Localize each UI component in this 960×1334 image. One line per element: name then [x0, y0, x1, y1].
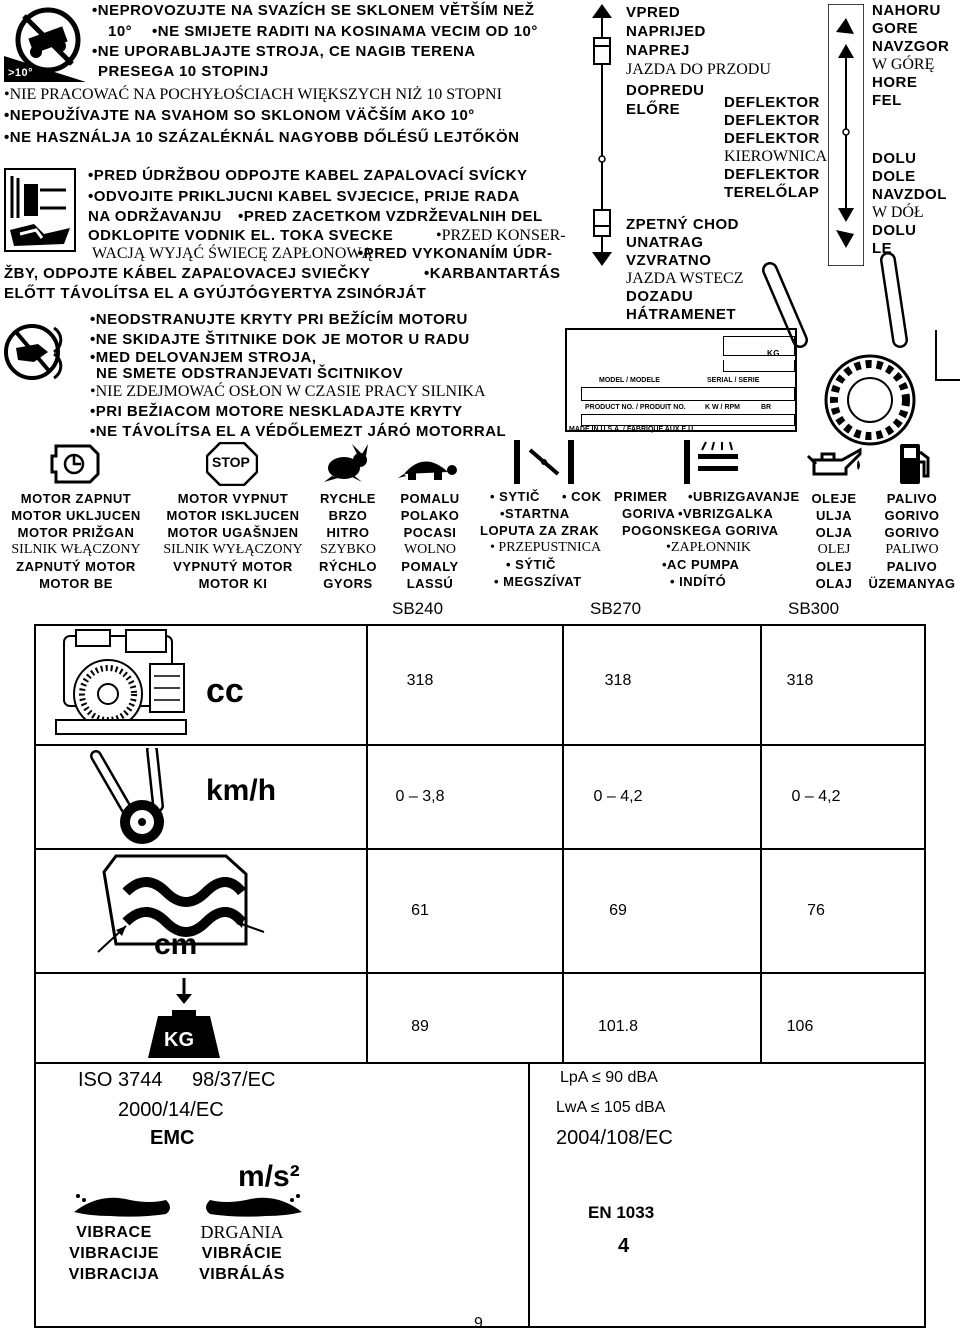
vibration-label: VIBRÁLÁS: [199, 1266, 285, 1283]
primer-label: •VBRIZGALKA: [678, 506, 774, 521]
motor-off-label: MOTOR ISKLJUCEN: [166, 508, 300, 523]
warning-line: •NE TÁVOLÍTSA EL A VÉDŐLEMEZT JÁRÓ MOTORRAL: [90, 423, 507, 440]
warning-line: •NIE ZDEJMOWAĆ OSŁON W CZASIE PRACY SILNIKA: [90, 383, 486, 400]
motor-on-label: MOTOR UKLJUCEN: [11, 508, 141, 523]
down-label: DOLU: [872, 150, 917, 167]
oil-can-icon: [806, 444, 862, 484]
fast-label: HITRO: [326, 525, 370, 540]
down-label: NAVZDOL: [872, 186, 947, 203]
oil-label: ULJA: [816, 508, 852, 523]
up-label: FEL: [872, 92, 902, 109]
reverse-label: HÁTRAMENET: [626, 306, 736, 323]
vibration-value: 4: [618, 1235, 630, 1257]
primer-label: PRIMER: [614, 489, 668, 504]
left-hand-vibration-icon: [70, 1190, 180, 1220]
warning-line: •NEPOUŽÍVAJTE NA SVAHOM SO SKLONOM VÄČŠÍM AKO 10°: [4, 107, 475, 124]
kg-label: KG: [164, 1029, 194, 1051]
forward-label: NAPREJ: [626, 42, 690, 59]
slope-icon: [4, 4, 86, 82]
choke-label: • SÝTIČ: [506, 557, 556, 572]
warning-line: ŽBY, ODPOJTE KÁBEL ZAPAĽOVACEJ SVIEČKY: [4, 265, 371, 282]
motor-off-label: MOTOR KI: [198, 576, 268, 591]
fast-label: BRZO: [328, 508, 368, 523]
forward-label: NAPRIJED: [626, 23, 706, 40]
en-standard: EN 1033: [588, 1203, 655, 1222]
travel-arrow-icon: [588, 4, 616, 266]
warning-line: •NE SMIJETE RADITI NA KOSINAMA VECIM OD 10°: [152, 23, 538, 40]
cm-label: cm: [154, 928, 198, 961]
fast-label: SZYBKO: [319, 542, 376, 557]
up-label: HORE: [872, 74, 918, 91]
speed-value: 0 – 4,2: [791, 788, 841, 805]
primer-label: •UBRIZGAVANJE: [688, 489, 800, 504]
turtle-icon: [398, 450, 460, 484]
warning-line: •MED DELOVANJEM STROJA,: [90, 349, 317, 366]
reverse-label: DOZADU: [626, 288, 694, 305]
stop-text: STOP: [212, 454, 250, 470]
vibration-label: VIBRACIJA: [68, 1266, 160, 1283]
slow-label: WOLNO: [403, 542, 457, 557]
deflector-label: DEFLEKTOR: [724, 130, 820, 147]
width-value: 61: [411, 902, 429, 919]
warning-line: PRESEGA 10 STOPINJ: [98, 63, 269, 80]
fast-label: RÝCHLO: [319, 559, 377, 574]
deflector-label: TERELŐLAP: [724, 184, 820, 201]
up-label: NAVZGOR: [872, 38, 950, 55]
weight-value: 89: [411, 1018, 429, 1035]
deflector-label: KIEROWNICA: [724, 148, 828, 165]
forward-label: DOPREDU: [626, 82, 705, 99]
vibration-labels-right: [184, 1222, 300, 1285]
warning-line: •PRED ZACETKOM VZDRŽEVALNIH DEL: [238, 208, 543, 225]
primer-icon: [682, 440, 746, 484]
motor-off-label: MOTOR VYPNUT: [177, 491, 289, 506]
chute-arrow-icon: [828, 4, 864, 266]
motor-off-label: SILNIK WYŁĄCZONY: [163, 542, 303, 557]
plate-kw: K W / RPM: [705, 404, 740, 411]
fuel-label: PALIVO: [886, 559, 938, 574]
warning-line: •PRZED KONSER-: [436, 227, 566, 244]
iso-standard: ISO 3744: [78, 1069, 163, 1091]
ms2-label: m/s²: [238, 1160, 300, 1193]
choke-label: • COK: [562, 489, 602, 504]
lwa-value: LwA ≤ 105 dBA: [556, 1099, 666, 1116]
choke-label: • PRZEPUSTNICA: [490, 540, 602, 555]
plate-br: BR: [761, 404, 772, 411]
reverse-label: VZVRATNO: [626, 252, 712, 269]
warning-line: •NE SKIDAJTE ŠTITNIKE DOK JE MOTOR U RADU: [90, 331, 470, 348]
warning-line: NE SMETE ODSTRANJEVATI ŠCITNIKOV: [96, 365, 404, 382]
oil-label: OLEJ: [816, 559, 852, 574]
up-label: NAHORU: [872, 2, 941, 19]
fuel-labels: [864, 490, 960, 592]
fast-label: RYCHLE: [320, 491, 376, 506]
stop-sign-icon: [206, 442, 258, 486]
down-labels: [872, 150, 947, 257]
warning-line: •NE HASZNÁLJA 10 SZÁZALÉKNÁL NAGYOBB DŐLÉSŰ LEJTŐKÖN: [4, 129, 520, 146]
warning-line: •NEODSTRANUJTE KRYTY PRI BEŽÍCÍM MOTORU: [90, 311, 468, 328]
plate-kg: KG: [767, 349, 780, 358]
forward-label: JAZDA DO PRZODU: [626, 61, 771, 78]
motor-off-label: VYPNUTÝ MOTOR: [173, 559, 293, 574]
fast-label: GYORS: [323, 576, 373, 591]
fuel-label: PALIVO: [886, 491, 938, 506]
down-label: LE: [872, 240, 893, 257]
motor-off-label: MOTOR UGAŠNJEN: [167, 525, 299, 540]
lpa-value: LpA ≤ 90 dBA: [560, 1069, 658, 1086]
slow-label: POMALY: [401, 559, 459, 574]
motor-on-labels: [6, 490, 146, 592]
reverse-label: UNATRAG: [626, 234, 704, 251]
cc-label: cc: [206, 672, 244, 710]
deflector-label: DEFLEKTOR: [724, 94, 820, 111]
deflector-labels: [724, 94, 827, 201]
cc-value: 318: [406, 672, 434, 689]
warning-line: •PRED ÚDRŽBOU ODPOJTE KABEL ZAPALOVACÍ SVÍCKY: [88, 167, 528, 184]
weight-value: 106: [786, 1018, 814, 1035]
oil-label: OLEJ: [817, 542, 851, 557]
shield-hand-icon: [4, 318, 78, 388]
motor-on-label: MOTOR ZAPNUT: [20, 491, 132, 506]
engine-drawing: [46, 628, 202, 740]
vibration-label: VIBRACE: [76, 1224, 152, 1241]
plate-model: MODEL / MODELE: [599, 377, 660, 384]
snowblower-speed-drawing: [86, 748, 198, 844]
oil-label: OLJA: [815, 525, 853, 540]
forward-label: ELŐRE: [626, 101, 681, 118]
oil-label: OLAJ: [815, 576, 853, 591]
warning-line: •NE UPORABLJAJTE STROJA, CE NAGIB TERENA: [92, 43, 476, 60]
reverse-label: JAZDA WSTECZ: [626, 270, 744, 287]
reverse-labels: [626, 216, 743, 323]
motor-on-label: ZAPNUTÝ MOTOR: [16, 559, 136, 574]
data-plate: [565, 328, 797, 432]
slow-label: POMALU: [400, 491, 460, 506]
slow-label: POLAKO: [400, 508, 460, 523]
choke-label: • SYTIČ: [490, 489, 540, 504]
warning-line: 10°: [108, 23, 133, 40]
fuel-pump-icon: [894, 442, 934, 486]
down-label: W DÓŁ: [872, 204, 924, 221]
fuel-label: PALIWO: [885, 542, 939, 557]
motor-off-labels: [158, 490, 308, 592]
warning-line: •PRI BEŽIACOM MOTORE NESKLADAJTE KRYTY: [90, 403, 463, 420]
model-header: SB270: [590, 599, 642, 618]
rabbit-icon: [322, 444, 374, 484]
warning-line: •NIE PRACOWAĆ NA POCHYŁOŚCIACH WIĘKSZYCH NIŻ 10 STOPNI: [4, 86, 502, 103]
warning-line: •KARBANTARTÁS: [424, 265, 561, 282]
fuel-label: GORIVO: [884, 525, 940, 540]
width-value: 76: [807, 902, 825, 919]
slow-label: POCASI: [403, 525, 457, 540]
weight-icon: [146, 976, 222, 1060]
cc-value: 318: [604, 672, 632, 689]
fuel-label: GORIVO: [884, 508, 940, 523]
primer-label: •ZAPŁONNIK: [666, 540, 752, 555]
reverse-label: ZPETNÝ CHOD: [626, 216, 740, 233]
slow-label: LASSÚ: [406, 576, 454, 591]
oil-labels: [800, 490, 868, 592]
warning-line: ELŐTT TÁVOLÍTSA EL A GYÚJTÓGYERTYA ZSINÓRJÁT: [4, 285, 427, 302]
speed-value: 0 – 4,2: [593, 788, 643, 805]
noise-directive: 2000/14/EC: [118, 1099, 224, 1121]
up-labels: [872, 2, 949, 109]
model-header: SB240: [392, 599, 444, 618]
motor-on-label: SILNIK WŁĄCZONY: [11, 542, 141, 557]
up-label: GORE: [872, 20, 919, 37]
up-label: W GÓRĘ: [872, 56, 935, 73]
primer-label: GORIVA: [622, 506, 676, 521]
vibration-label: VIBRACIJE: [69, 1245, 159, 1262]
oil-label: OLEJE: [811, 491, 857, 506]
model-header: SB300: [788, 599, 840, 618]
primer-label: POGONSKEGA GORIVA: [622, 523, 779, 538]
weight-value: 101.8: [597, 1018, 639, 1035]
warning-line: ODKLOPITE VODNIK EL. TOKA SVECKE: [88, 227, 394, 244]
choke-icon: [512, 440, 576, 484]
plate-serial: SERIAL / SERIE: [707, 377, 760, 384]
warning-line: WACJĄ WYJĄĆ ŚWIECĘ ZAPŁONOWĄ: [92, 245, 374, 262]
right-hand-vibration-icon: [196, 1190, 306, 1220]
slow-labels: [388, 490, 472, 592]
machinery-directive: 98/37/EC: [192, 1069, 276, 1091]
motor-on-label: MOTOR PRIŽGAN: [17, 525, 135, 540]
choke-label: • MEGSZÍVAT: [494, 574, 582, 589]
emc-directive: 2004/108/EC: [556, 1127, 673, 1149]
vibration-label: VIBRÁCIE: [201, 1245, 283, 1262]
primer-label: •AC PUMPA: [662, 557, 740, 572]
spark-plug-icon: [4, 168, 76, 252]
forward-label: VPRED: [626, 4, 681, 21]
emc-label: EMC: [150, 1127, 195, 1149]
primer-label: • INDÍTÓ: [670, 574, 727, 589]
kmh-label: km/h: [206, 774, 277, 807]
vibration-labels-left: [56, 1222, 172, 1285]
deflector-label: DEFLEKTOR: [724, 166, 820, 183]
warning-line: •NEPROVOZUJTE NA SVAZÍCH SE SKLONEM VĚTŠÍM NEŽ: [92, 2, 535, 19]
plate-product: PRODUCT NO. / PRODUIT NO.: [585, 404, 686, 411]
engine-on-icon: [50, 442, 100, 486]
warning-line: •PRED VYKONANÍM ÚDR-: [358, 245, 553, 262]
motor-on-label: MOTOR BE: [39, 576, 113, 591]
vibration-label: DRGANIA: [200, 1222, 284, 1242]
choke-label: •STARTNA: [500, 506, 570, 521]
fuel-label: ÜZEMANYAG: [868, 576, 956, 591]
cc-value: 318: [786, 672, 814, 689]
slope-badge: >10°: [8, 67, 34, 79]
warning-line: NA ODRŽAVANJU: [88, 208, 222, 225]
fast-labels: [308, 490, 388, 592]
speed-value: 0 – 3,8: [395, 788, 445, 805]
choke-label: LOPUTA ZA ZRAK: [480, 523, 600, 538]
plate-made: MADE IN U.S.A. / FABRIQUE AUX E.U.: [569, 426, 696, 433]
down-label: DOLE: [872, 168, 916, 185]
down-label: DOLU: [872, 222, 917, 239]
width-value: 69: [609, 902, 627, 919]
page-number: 9: [474, 1315, 483, 1332]
warning-line: •ODVOJITE PRIKLJUCNI KABEL SVJECICE, PRIJE RADA: [88, 188, 520, 205]
deflector-label: DEFLEKTOR: [724, 112, 820, 129]
